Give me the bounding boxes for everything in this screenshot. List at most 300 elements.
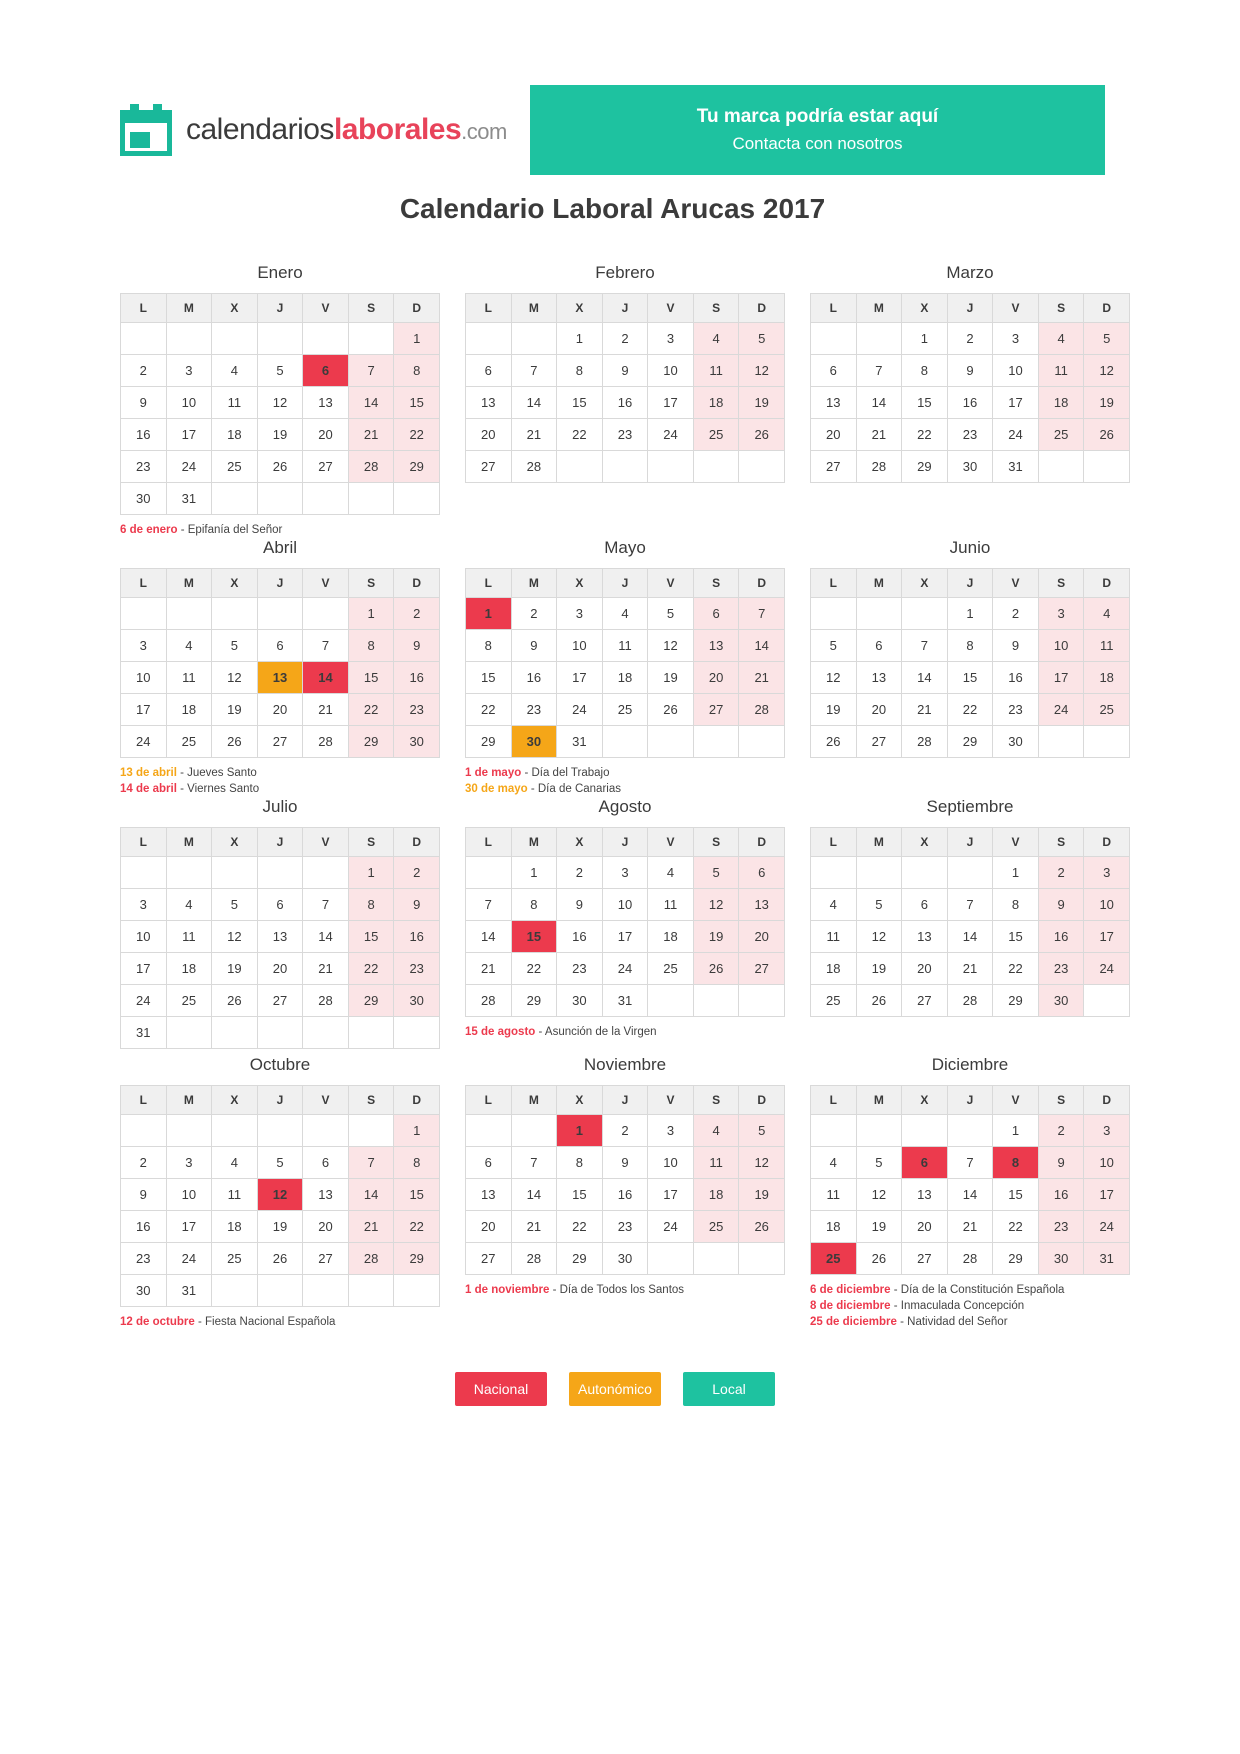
weekday-header: S	[1038, 569, 1084, 598]
empty-day-cell	[947, 1115, 993, 1147]
holiday-note-date: 8 de diciembre	[810, 1300, 891, 1312]
month-title: Octubre	[249, 1055, 311, 1074]
banner-headline: Tu marca podría estar aquí	[696, 106, 939, 127]
holiday-notes	[810, 1282, 1130, 1330]
weekend-day-cell: 9	[1038, 1147, 1084, 1179]
holiday-note	[465, 1282, 785, 1298]
week-row	[811, 419, 1130, 451]
weekend-day-cell: 13	[693, 630, 739, 662]
empty-day-cell	[166, 1115, 212, 1147]
weekend-day-cell: 30	[1038, 985, 1084, 1017]
day-cell: 1	[993, 857, 1039, 889]
day-cell: 25	[212, 451, 258, 483]
week-row	[466, 1211, 785, 1243]
day-cell: 31	[993, 451, 1039, 483]
day-cell: 4	[212, 355, 258, 387]
day-cell: 9	[557, 889, 603, 921]
weekend-day-cell: 14	[348, 1179, 394, 1211]
week-row	[121, 889, 440, 921]
day-cell: 5	[212, 889, 258, 921]
day-cell: 2	[121, 355, 167, 387]
day-cell: 18	[166, 953, 212, 985]
day-cell: 15	[993, 921, 1039, 953]
empty-day-cell	[856, 1115, 902, 1147]
day-cell: 31	[166, 483, 212, 515]
day-cell: 28	[856, 451, 902, 483]
day-cell: 26	[856, 985, 902, 1017]
day-cell: 7	[303, 630, 349, 662]
weekend-day-cell: 9	[394, 889, 440, 921]
empty-day-cell	[394, 1017, 440, 1049]
day-cell: 7	[511, 1147, 557, 1179]
legend-item-loc[interactable]: Local	[683, 1372, 775, 1406]
week-row	[811, 1211, 1130, 1243]
week-row	[466, 985, 785, 1017]
weekday-header: V	[993, 828, 1039, 857]
week-row	[466, 451, 785, 483]
day-cell: 21	[303, 694, 349, 726]
day-cell: 27	[303, 451, 349, 483]
weekend-day-cell: 8	[348, 630, 394, 662]
weekend-day-cell: 3	[1084, 857, 1130, 889]
weekday-header: M	[856, 569, 902, 598]
month-table	[465, 1085, 785, 1275]
weekday-header: D	[739, 569, 785, 598]
day-cell: 10	[121, 662, 167, 694]
weekday-header: V	[993, 1086, 1039, 1115]
weekend-day-cell: 5	[739, 323, 785, 355]
month-title: Septiembre	[926, 797, 1014, 816]
week-row	[466, 419, 785, 451]
week-row	[466, 921, 785, 953]
holiday-note-date: 1 de mayo	[465, 767, 522, 779]
holiday-note-date: 15 de agosto	[465, 1026, 536, 1038]
holiday-day-cell: 15	[511, 921, 557, 953]
month-table	[120, 568, 440, 758]
empty-day-cell	[648, 1243, 694, 1275]
week-row	[466, 1243, 785, 1275]
empty-day-cell	[212, 598, 258, 630]
week-row	[466, 694, 785, 726]
day-cell: 16	[993, 662, 1039, 694]
holiday-note	[120, 765, 440, 781]
month-block	[120, 263, 440, 538]
day-cell: 4	[811, 1147, 857, 1179]
weekday-header: S	[1038, 828, 1084, 857]
day-cell: 25	[166, 726, 212, 758]
day-cell: 26	[212, 985, 258, 1017]
weekend-day-cell: 5	[693, 857, 739, 889]
week-row	[121, 985, 440, 1017]
month-table	[120, 827, 440, 1049]
weekend-day-cell: 24	[1084, 953, 1130, 985]
empty-day-cell	[348, 1275, 394, 1307]
day-cell: 7	[947, 1147, 993, 1179]
weekend-day-cell: 5	[739, 1115, 785, 1147]
day-cell: 17	[648, 387, 694, 419]
empty-day-cell	[466, 323, 512, 355]
holiday-note	[120, 1314, 440, 1330]
day-cell: 6	[902, 889, 948, 921]
empty-day-cell	[739, 451, 785, 483]
day-cell: 19	[856, 1211, 902, 1243]
legend-item-aut[interactable]: Autonómico	[569, 1372, 661, 1406]
day-cell: 19	[811, 694, 857, 726]
weekend-day-cell: 19	[1084, 387, 1130, 419]
day-cell: 8	[993, 889, 1039, 921]
day-cell: 18	[212, 419, 258, 451]
weekend-day-cell: 27	[739, 953, 785, 985]
weekday-header: D	[394, 569, 440, 598]
month-title: Mayo	[604, 538, 646, 557]
week-row	[811, 889, 1130, 921]
day-cell: 14	[511, 387, 557, 419]
day-cell: 19	[257, 1211, 303, 1243]
weekend-day-cell: 16	[394, 921, 440, 953]
week-row	[811, 694, 1130, 726]
weekend-day-cell: 26	[739, 1211, 785, 1243]
month-title: Enero	[257, 263, 303, 282]
week-row	[121, 857, 440, 889]
weekday-header: L	[121, 294, 167, 323]
day-cell: 12	[856, 921, 902, 953]
weekend-day-cell: 6	[693, 598, 739, 630]
day-cell: 9	[121, 387, 167, 419]
week-row	[121, 483, 440, 515]
weekend-day-cell: 4	[1038, 323, 1084, 355]
day-cell: 11	[811, 921, 857, 953]
weekday-header: J	[257, 1086, 303, 1115]
empty-day-cell	[739, 985, 785, 1017]
calendar-icon	[120, 104, 176, 156]
weekend-day-cell: 30	[394, 985, 440, 1017]
day-cell: 5	[811, 630, 857, 662]
day-cell: 13	[466, 387, 512, 419]
weekday-header: L	[466, 294, 512, 323]
weekend-day-cell: 19	[693, 921, 739, 953]
month-title: Marzo	[946, 263, 994, 282]
weekday-header: L	[121, 1086, 167, 1115]
holiday-notes	[465, 765, 785, 797]
day-cell: 20	[466, 419, 512, 451]
holiday-notes	[465, 1282, 785, 1298]
day-cell: 7	[902, 630, 948, 662]
day-cell: 10	[648, 1147, 694, 1179]
day-cell: 15	[466, 662, 512, 694]
month-title: Agosto	[598, 797, 652, 816]
empty-day-cell	[811, 598, 857, 630]
empty-day-cell	[1084, 451, 1130, 483]
empty-day-cell	[648, 726, 694, 758]
day-cell: 8	[902, 355, 948, 387]
page-title: Calendario Laboral Arucas 2017	[399, 193, 826, 224]
week-row	[466, 889, 785, 921]
weekend-day-cell: 4	[693, 323, 739, 355]
empty-day-cell	[212, 1275, 258, 1307]
empty-day-cell	[1084, 726, 1130, 758]
weekend-day-cell: 1	[348, 598, 394, 630]
day-cell: 22	[993, 1211, 1039, 1243]
empty-day-cell	[257, 1017, 303, 1049]
day-cell: 2	[947, 323, 993, 355]
holiday-note-desc: - Fiesta Nacional Española	[194, 1316, 336, 1328]
day-cell: 22	[466, 694, 512, 726]
month-table	[810, 1085, 1130, 1275]
day-cell: 3	[993, 323, 1039, 355]
day-cell: 22	[947, 694, 993, 726]
holiday-note	[465, 765, 785, 781]
day-cell: 27	[257, 726, 303, 758]
day-cell: 4	[648, 857, 694, 889]
day-cell: 25	[648, 953, 694, 985]
weekday-header: L	[811, 1086, 857, 1115]
logo-text-part2: laborales	[333, 113, 462, 146]
day-cell: 12	[856, 1179, 902, 1211]
day-cell: 4	[166, 630, 212, 662]
weekday-header: M	[511, 294, 557, 323]
weekday-header: J	[602, 828, 648, 857]
day-cell: 28	[303, 985, 349, 1017]
months-grid	[0, 263, 1240, 1330]
week-row	[811, 1115, 1130, 1147]
day-cell: 30	[947, 451, 993, 483]
day-cell: 21	[303, 953, 349, 985]
day-cell: 13	[257, 921, 303, 953]
day-cell: 13	[902, 1179, 948, 1211]
day-cell: 14	[947, 1179, 993, 1211]
week-row	[121, 451, 440, 483]
weekday-header: L	[811, 294, 857, 323]
weekend-day-cell: 14	[348, 387, 394, 419]
weekday-header: J	[602, 294, 648, 323]
day-cell: 15	[557, 1179, 603, 1211]
holiday-note	[120, 522, 440, 538]
week-row	[466, 598, 785, 630]
weekday-header: L	[466, 828, 512, 857]
day-cell: 20	[856, 694, 902, 726]
week-row	[121, 1243, 440, 1275]
holiday-day-cell: 13	[257, 662, 303, 694]
weekday-header: V	[648, 1086, 694, 1115]
empty-day-cell	[303, 1017, 349, 1049]
weekend-day-cell: 15	[394, 1179, 440, 1211]
day-cell: 15	[902, 387, 948, 419]
weekend-day-cell: 1	[394, 1115, 440, 1147]
weekend-day-cell: 25	[693, 419, 739, 451]
week-row	[121, 921, 440, 953]
week-row	[121, 419, 440, 451]
day-cell: 9	[121, 1179, 167, 1211]
weekday-header: L	[811, 828, 857, 857]
day-cell: 22	[993, 953, 1039, 985]
day-cell: 21	[947, 953, 993, 985]
day-cell: 28	[511, 451, 557, 483]
day-cell: 29	[993, 1243, 1039, 1275]
weekend-day-cell: 17	[1084, 921, 1130, 953]
empty-day-cell	[557, 451, 603, 483]
empty-day-cell	[1084, 985, 1130, 1017]
weekday-header: X	[557, 1086, 603, 1115]
day-cell: 24	[648, 1211, 694, 1243]
day-cell: 25	[811, 985, 857, 1017]
day-cell: 19	[648, 662, 694, 694]
week-row	[121, 726, 440, 758]
day-cell: 3	[648, 1115, 694, 1147]
day-cell: 25	[602, 694, 648, 726]
weekday-header: L	[466, 569, 512, 598]
empty-day-cell	[466, 857, 512, 889]
weekend-day-cell: 12	[739, 1147, 785, 1179]
empty-day-cell	[303, 483, 349, 515]
day-cell: 28	[303, 726, 349, 758]
day-cell: 14	[947, 921, 993, 953]
weekday-header: J	[257, 294, 303, 323]
day-cell: 3	[121, 889, 167, 921]
weekend-day-cell: 4	[1084, 598, 1130, 630]
day-cell: 11	[648, 889, 694, 921]
week-row	[466, 1147, 785, 1179]
site-logo[interactable]	[120, 104, 520, 156]
holiday-note	[465, 1024, 785, 1040]
empty-day-cell	[212, 1115, 258, 1147]
day-cell: 10	[557, 630, 603, 662]
day-cell: 15	[557, 387, 603, 419]
day-cell: 7	[303, 889, 349, 921]
week-row	[811, 985, 1130, 1017]
weekday-header: X	[212, 828, 258, 857]
weekend-day-cell: 15	[348, 921, 394, 953]
week-row	[466, 953, 785, 985]
legend-item-nac[interactable]: Nacional	[455, 1372, 547, 1406]
weekend-day-cell: 6	[739, 857, 785, 889]
weekday-header: X	[902, 569, 948, 598]
day-cell: 19	[257, 419, 303, 451]
weekday-header: D	[1084, 294, 1130, 323]
weekday-header: S	[348, 828, 394, 857]
day-cell: 11	[212, 1179, 258, 1211]
day-cell: 17	[993, 387, 1039, 419]
day-cell: 29	[993, 985, 1039, 1017]
day-cell: 28	[511, 1243, 557, 1275]
holiday-day-cell: 6	[902, 1147, 948, 1179]
empty-day-cell	[856, 857, 902, 889]
weekday-header: X	[557, 828, 603, 857]
day-cell: 9	[993, 630, 1039, 662]
weekday-header: D	[739, 294, 785, 323]
empty-day-cell	[602, 451, 648, 483]
day-cell: 19	[856, 953, 902, 985]
weekday-header: D	[394, 294, 440, 323]
week-row	[811, 387, 1130, 419]
day-cell: 23	[602, 419, 648, 451]
day-cell: 26	[212, 726, 258, 758]
day-cell: 24	[166, 1243, 212, 1275]
day-cell: 11	[166, 921, 212, 953]
day-cell: 3	[166, 1147, 212, 1179]
holiday-note-date: 13 de abril	[120, 767, 177, 779]
weekday-header: L	[466, 1086, 512, 1115]
empty-day-cell	[257, 323, 303, 355]
weekday-header: J	[602, 569, 648, 598]
week-row	[811, 921, 1130, 953]
day-cell: 10	[993, 355, 1039, 387]
day-cell: 8	[947, 630, 993, 662]
weekend-day-cell: 18	[1038, 387, 1084, 419]
empty-day-cell	[811, 1115, 857, 1147]
weekend-day-cell: 15	[348, 662, 394, 694]
weekend-day-cell: 25	[1038, 419, 1084, 451]
month-table	[465, 827, 785, 1017]
day-cell: 6	[856, 630, 902, 662]
month-table	[810, 827, 1130, 1017]
day-cell: 23	[121, 1243, 167, 1275]
weekday-header: S	[693, 1086, 739, 1115]
day-cell: 26	[856, 1243, 902, 1275]
day-cell: 18	[602, 662, 648, 694]
holiday-note	[810, 1298, 1130, 1314]
day-cell: 27	[466, 451, 512, 483]
holiday-note-desc: - Natividad del Señor	[896, 1316, 1008, 1328]
empty-day-cell	[121, 1115, 167, 1147]
weekday-header: J	[947, 828, 993, 857]
week-row	[466, 726, 785, 758]
day-cell: 16	[602, 1179, 648, 1211]
month-block	[465, 1055, 785, 1330]
day-cell: 24	[166, 451, 212, 483]
holiday-day-cell: 12	[257, 1179, 303, 1211]
weekend-day-cell: 5	[1084, 323, 1130, 355]
empty-day-cell	[212, 323, 258, 355]
holiday-note-desc: - Viernes Santo	[176, 783, 260, 795]
day-cell: 22	[557, 419, 603, 451]
day-cell: 17	[166, 1211, 212, 1243]
month-block	[120, 797, 440, 1055]
holiday-note-desc: - Día de Todos los Santos	[549, 1284, 685, 1296]
week-row	[121, 694, 440, 726]
day-cell: 3	[648, 323, 694, 355]
day-cell: 24	[557, 694, 603, 726]
month-table	[120, 1085, 440, 1307]
empty-day-cell	[811, 857, 857, 889]
week-row	[811, 323, 1130, 355]
day-cell: 31	[166, 1275, 212, 1307]
day-cell: 3	[602, 857, 648, 889]
day-cell: 1	[557, 323, 603, 355]
empty-day-cell	[394, 483, 440, 515]
empty-day-cell	[166, 1017, 212, 1049]
day-cell: 15	[947, 662, 993, 694]
weekday-header: S	[1038, 294, 1084, 323]
week-row	[811, 598, 1130, 630]
day-cell: 27	[902, 985, 948, 1017]
weekend-day-cell: 12	[1084, 355, 1130, 387]
weekend-day-cell: 8	[394, 1147, 440, 1179]
week-row	[121, 1179, 440, 1211]
weekday-header: X	[212, 1086, 258, 1115]
weekend-day-cell: 10	[1084, 1147, 1130, 1179]
empty-day-cell	[1038, 726, 1084, 758]
ad-banner[interactable]	[530, 85, 1105, 175]
weekend-day-cell: 22	[348, 694, 394, 726]
month-title: Abril	[262, 538, 297, 557]
weekday-header: D	[394, 828, 440, 857]
legend	[0, 1372, 1240, 1406]
weekend-day-cell: 9	[1038, 889, 1084, 921]
empty-day-cell	[693, 985, 739, 1017]
weekend-day-cell: 22	[394, 419, 440, 451]
empty-day-cell	[856, 323, 902, 355]
weekend-day-cell: 18	[1084, 662, 1130, 694]
